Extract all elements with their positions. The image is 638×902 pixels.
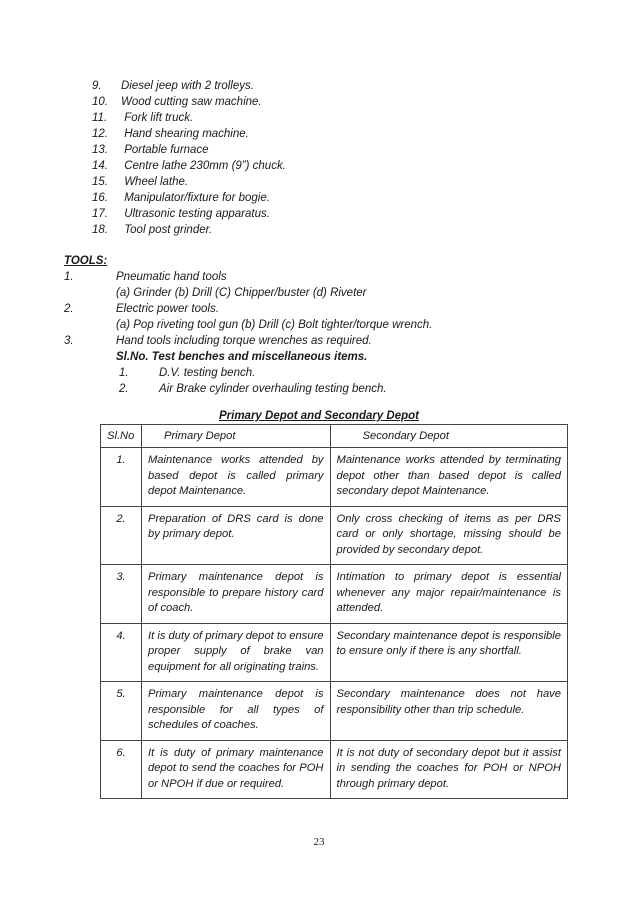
column-header-primary: Primary Depot [141,425,330,448]
table-row [101,682,568,741]
table-row [101,565,568,624]
column-header-slno: Sl.No [101,425,142,448]
row-number: 1. [101,448,142,507]
equipment-list [92,78,286,238]
list-item: 9. Diesel jeep with 2 trolleys. [92,80,254,92]
tool-subitems: (a) Grinder (b) Drill (C) Chipper/buster (d) Riveter [116,287,367,299]
table-row [101,506,568,565]
primary-cell: It is duty of primary maintenance depot to send the coaches for POH or NPOH if due or required. [141,740,330,799]
primary-cell: Primary maintenance depot is responsible to prepare history card of coach. [141,565,330,624]
table-title: Primary Depot and Secondary Depot [218,410,420,422]
page-number: 23 [313,836,325,848]
table-row [101,448,568,507]
tool-item: 2. Electric power tools. [64,303,219,315]
list-item: 11. Fork lift truck. [92,112,194,124]
misc-item: 2. Air Brake cylinder overhauling testing bench. [119,383,387,395]
list-item: 18. Tool post grinder. [92,224,213,236]
depot-table [100,424,568,799]
primary-cell: It is duty of primary depot to ensure proper supply of brake van equipment for all originating trains. [141,623,330,682]
row-number: 3. [101,565,142,624]
secondary-cell: Maintenance works attended by terminating depot other than based depot is called secondary depot Maintenance. [330,448,567,507]
secondary-cell: It is not duty of secondary depot but it assist in sending the coaches for POH or NPOH through primary depot. [330,740,567,799]
tool-subitems: (a) Pop riveting tool gun (b) Drill (c) Bolt tighter/torque wrench. [116,319,433,331]
primary-cell: Primary maintenance depot is responsible for all types of schedules of coaches. [141,682,330,741]
table-row [101,623,568,682]
row-number: 5. [101,682,142,741]
list-item: 17. Ultrasonic testing apparatus. [92,208,270,220]
list-item: 16. Manipulator/fixture for bogie. [92,192,270,204]
list-item: 13. Portable furnace [92,144,209,156]
tool-item: 1. Pneumatic hand tools [64,271,227,283]
secondary-cell: Only cross checking of items as per DRS card or only shortage, missing should be provided by secondary depot. [330,506,567,565]
column-header-secondary: Secondary Depot [330,425,567,448]
row-number: 2. [101,506,142,565]
tool-item: 3. Hand tools including torque wrenches as required. [64,335,372,347]
table-header-row [101,425,568,448]
list-item: 10. Wood cutting saw machine. [92,96,262,108]
secondary-cell: Secondary maintenance depot is responsible to ensure only if there is any shortfall. [330,623,567,682]
row-number: 4. [101,623,142,682]
list-item: 12. Hand shearing machine. [92,128,249,140]
list-item: 14. Centre lathe 230mm (9”) chuck. [92,160,286,172]
secondary-cell: Intimation to primary depot is essential whenever any major repair/maintenance is attended. [330,565,567,624]
primary-cell: Maintenance works attended by based depot is called primary depot Maintenance. [141,448,330,507]
tools-heading: TOOLS: [64,255,108,267]
list-item: 15. Wheel lathe. [92,176,189,188]
table-row [101,740,568,799]
misc-item: 1. D.V. testing bench. [119,367,256,379]
secondary-cell: Secondary maintenance does not have responsibility other than trip schedule. [330,682,567,741]
misc-heading: Sl.No. Test benches and miscellaneous items. [116,351,368,363]
row-number: 6. [101,740,142,799]
primary-cell: Preparation of DRS card is done by primary depot. [141,506,330,565]
